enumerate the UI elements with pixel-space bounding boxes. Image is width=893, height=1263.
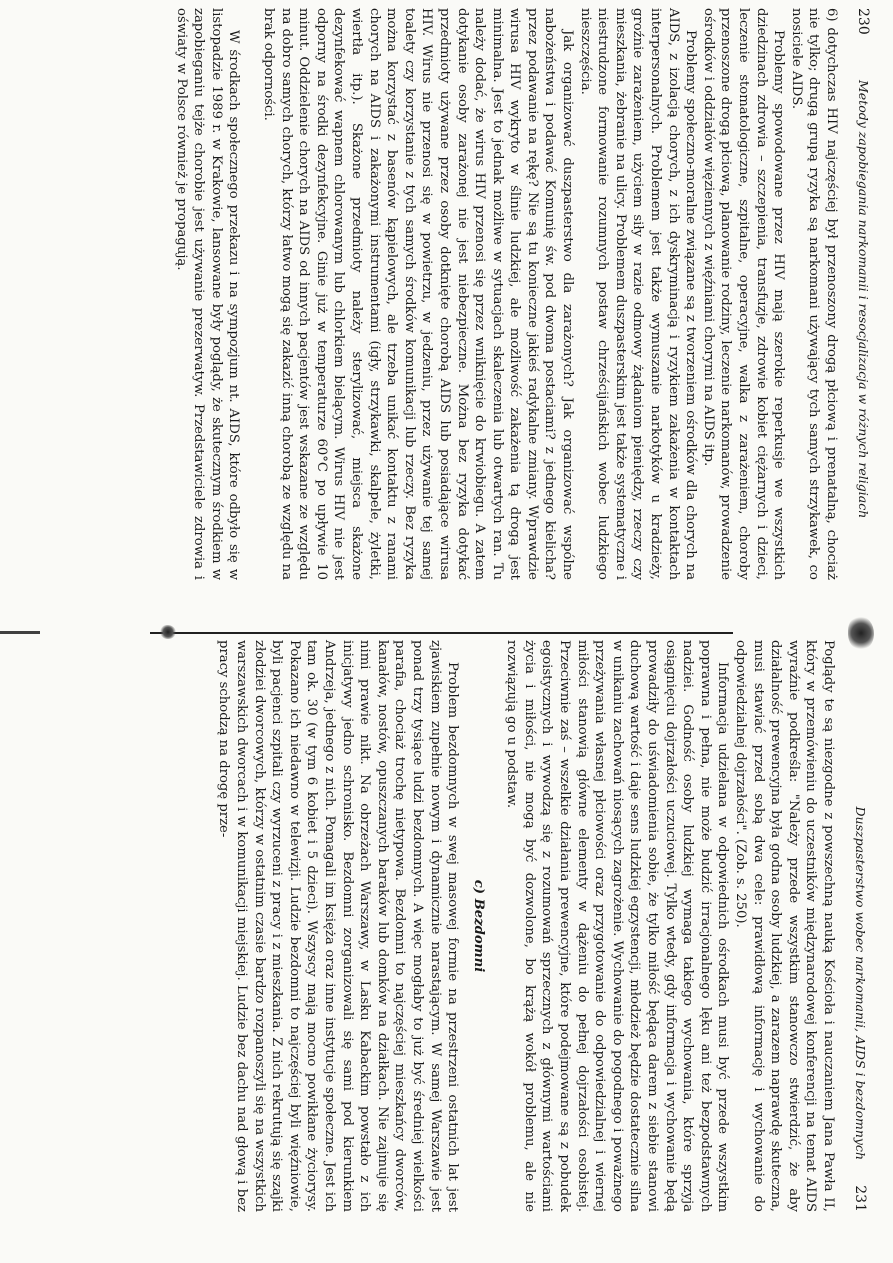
paragraph: Problem bezdomnych w swej masowej formie na przestrzeni ostatnich lat jest zjawiskiem zupełnie nowym i dynamicznie narastającym. W samej Warszawie jest ponad trzy tysiące ludzi bezdomnych. A więc mogłaby to już być średniej wielkości parafia, chociaż trochę nietypowa. Bezdomni to najczęściej mieszkańcy dworców, kanałów, nostów, opuszczanych baraków lub domków na działkach. Nie zajmuje się nimi prawie nikt. Na obrzeżach Warszawy, w Lasku Kabackim powstało z ich inicjatywy jedno schronisko. Bezdomni zorganizowali się sami pod kierunkiem Andrzeja, jednego z nich. Pomagali im księża oraz inne instytucje społeczne. Jest ich tam ok. 30 (w tym 6 kobiet i 5 dzieci). Wszyscy mają mocno powikłane życiorysy. Pokazano ich niedawno w telewizji. Ludzie bezdomni to najczęściej byli więźniowie, byli pacjenci szpitali czy wyrzuceni z pracy i z mieszkania. Z nich rekrutują się szajki złodziei dworcowych, którzy w ostatnim czasie bardzo rozpanoszyli się na wszystkich warszawskich dworcach i w komunikacji miejskiej. Ludzie bez dachu nad głową i bez pracy schodzą na drogę prze- bbox=[216, 640, 461, 1212]
paragraph: 6) dotychczas HIV najczęściej był przenoszony drogą płciową i prenatalną, chociaż nie tylko; drugą grupą ryzyka są narkomani używający tych samych strzykawek, co nosiciele AIDS. bbox=[788, 8, 839, 580]
page-231 bbox=[3, 622, 883, 1230]
running-header bbox=[849, 622, 871, 1230]
page-number: 231 bbox=[852, 1185, 868, 1212]
paragraph: Problemy społeczno-moralne związane są z tworzeniem ośrodków dla chorych na AIDS, z izolacją chorych, z ich dyskryminacją i ryzykiem zakażenia w kontaktach interpersonalnych. Problemem jest także wymuszanie narkotyków u kradzieży, groźnie zarażeniem, użyciem siły w razie odmowy żądaniom pieniędzy, rzeczy czy mieszkania, żebranie na ulicy. Problemem duszpasterskim jest także systematyczne i niestrudzone formowanie rozumnych postaw chrześcijańskich wobec ludzkiego nieszczęścia. bbox=[577, 8, 699, 580]
paragraph: W środkach społecznego przekazu i na sympozjum nt. AIDS, które odbyło się w listopadzie 1989 r. w Krakowie, lansowane były poglądy, że skutecznym środkiem w zapobieganiu tejże chorobie jest używanie prezerwatyw. Przedstawiciele zdrowia i oświaty w Polsce również je propagują. bbox=[173, 8, 242, 580]
paragraph: Informacja udzielana w odpowiednich ośrodkach musi być przede wszystkim poprawna i pełna, nie może budzić irracjonalnego lęku ani też bezpodstawnych nadziei. Godność osoby ludzkiej wymaga takiego wychowania, które sprzyja osiągnięciu dojrzałości uczuciowej. Tylko wtedy, gdy informacja i wychowanie będą prowadziły do uświadomienia sobie, że tylko miłość będąca darem z siebie stanowi duchową wartość i daje sens ludzkiej egzystencji, młodzież będzie dostatecznie silna w unikaniu zachowań niosących zagrożenie. Wychowanie do pogodnego i poważnego przeżywania własnej płciowości oraz przygotowanie do odpowiedzialnej i wiernej miłości stanowią główne elementy w dążeniu do pełnej dojrzałości osobistej. Przeciwnie zaś – wszelkie działania prewencyjne, które podejmowane są z pobudek egoistycznych i wywodzą się z rozumowań sprzecznych z głównymi wartościami życia i miłości, nie mogą być dozwolone, bo krążą wokół problemu, ale nie rozwiązują go u podstaw. bbox=[504, 640, 731, 1212]
page-body bbox=[172, 8, 840, 580]
page-body bbox=[215, 640, 837, 1212]
running-title: Duszpasterstwo wobec narkomanii, AIDS i bezdomnych bbox=[853, 806, 868, 1160]
page-number: 230 bbox=[855, 8, 871, 35]
running-title: Metody zapobiegania narkomanii i resocjalizacja w różnych religiach bbox=[856, 80, 871, 519]
paragraph: Jak organizować duszpasterstwo dla zarażonych? Jak organizować wspólne nabożeństwa i podawać Komunię św. pod dwoma postaciami? z jednego kielicha? przez podawanie na rękę? Nie są tu konieczne jakieś radykalne zmiany. Wprawdzie wirusa HIV wykryto w ślinie ludzkiej, ale możliwość zakażenia tą drogą jest minimalna. Jest to jednak możliwe w sytuacjach skaleczenia lub otwartych ran. Tu należy dodać, że wirus HIV przenosi się przez wniknięcie do krwiobiegu. A zatem dotykanie osoby zarażonej nie jest niebezpieczne. Można bez ryzyka dotykać przedmioty używane przez osoby dotknięte chorobą AIDS lub posiadające wirusa HIV. Wirus nie przenosi się w powietrzu, w jedzeniu, przez używanie tej samej toalety czy korzystanie z tych samych środków komunikacji lub rzeczy. Bez ryzyka można korzystać z basenów kąpielowych, ale trzeba unikać kontaktu z ranami chorych na AIDS i zakażonymi instrumentami (igły, strzykawki, skalpele, żyletki, wiertła itp.). Skażone przedmioty należy sterylizować, miejsca skażone dezynfekować wapnem chlorowanym lub chlorkiem bielącym. Wirus HIV nie jest odporny na środki dezynfekcyjne. Ginie już w temperaturze 60°C po upływie 10 minut. Oddzielenie chorych na AIDS od innych pacjentów jest wskazane ze względu na dobro samych chorych, którzy łatwo mogą się zakazić inną chorobą ze względu na brak odporności. bbox=[261, 8, 576, 580]
paragraph: Poglądy te są niezgodne z powszechną nauką Kościoła i nauczaniem Jana Pawła II, który w przemówieniu do uczestników międzynarodowej konferencji na temat AIDS wyraźnie podkreśla: "Należy przede wszystkim stanowczo stwierdzić, że aby działalność prewencyjna była godna osoby ludzkiej, a zarazem naprawdę skuteczna, musi stawiać przed sobą dwa cele: prawidłową informację i wychowanie do odpowiedzialnej dojrzałości". (Zob. s. 250). bbox=[733, 640, 836, 1212]
paragraph: Problemy spowodowane przez HIV mają szerokie reperkusje we wszystkich dziedzinach zdrowia – szczepienia, transfuzje, zdrowie kobiet ciężarnych i dzieci, leczenie stomatologiczne, szpitalne, operacyjne, walka z zarażeniem, choroby przenoszone drogą płciową, planowanie rodziny, leczenie narkomanów, prowadzenie ośrodków i oddziałów więziennych z więźniami chorymi na AIDS itp. bbox=[700, 8, 787, 580]
page-230 bbox=[6, 0, 886, 598]
section-heading: c) Bezdomni bbox=[470, 879, 486, 973]
running-header bbox=[852, 0, 874, 598]
